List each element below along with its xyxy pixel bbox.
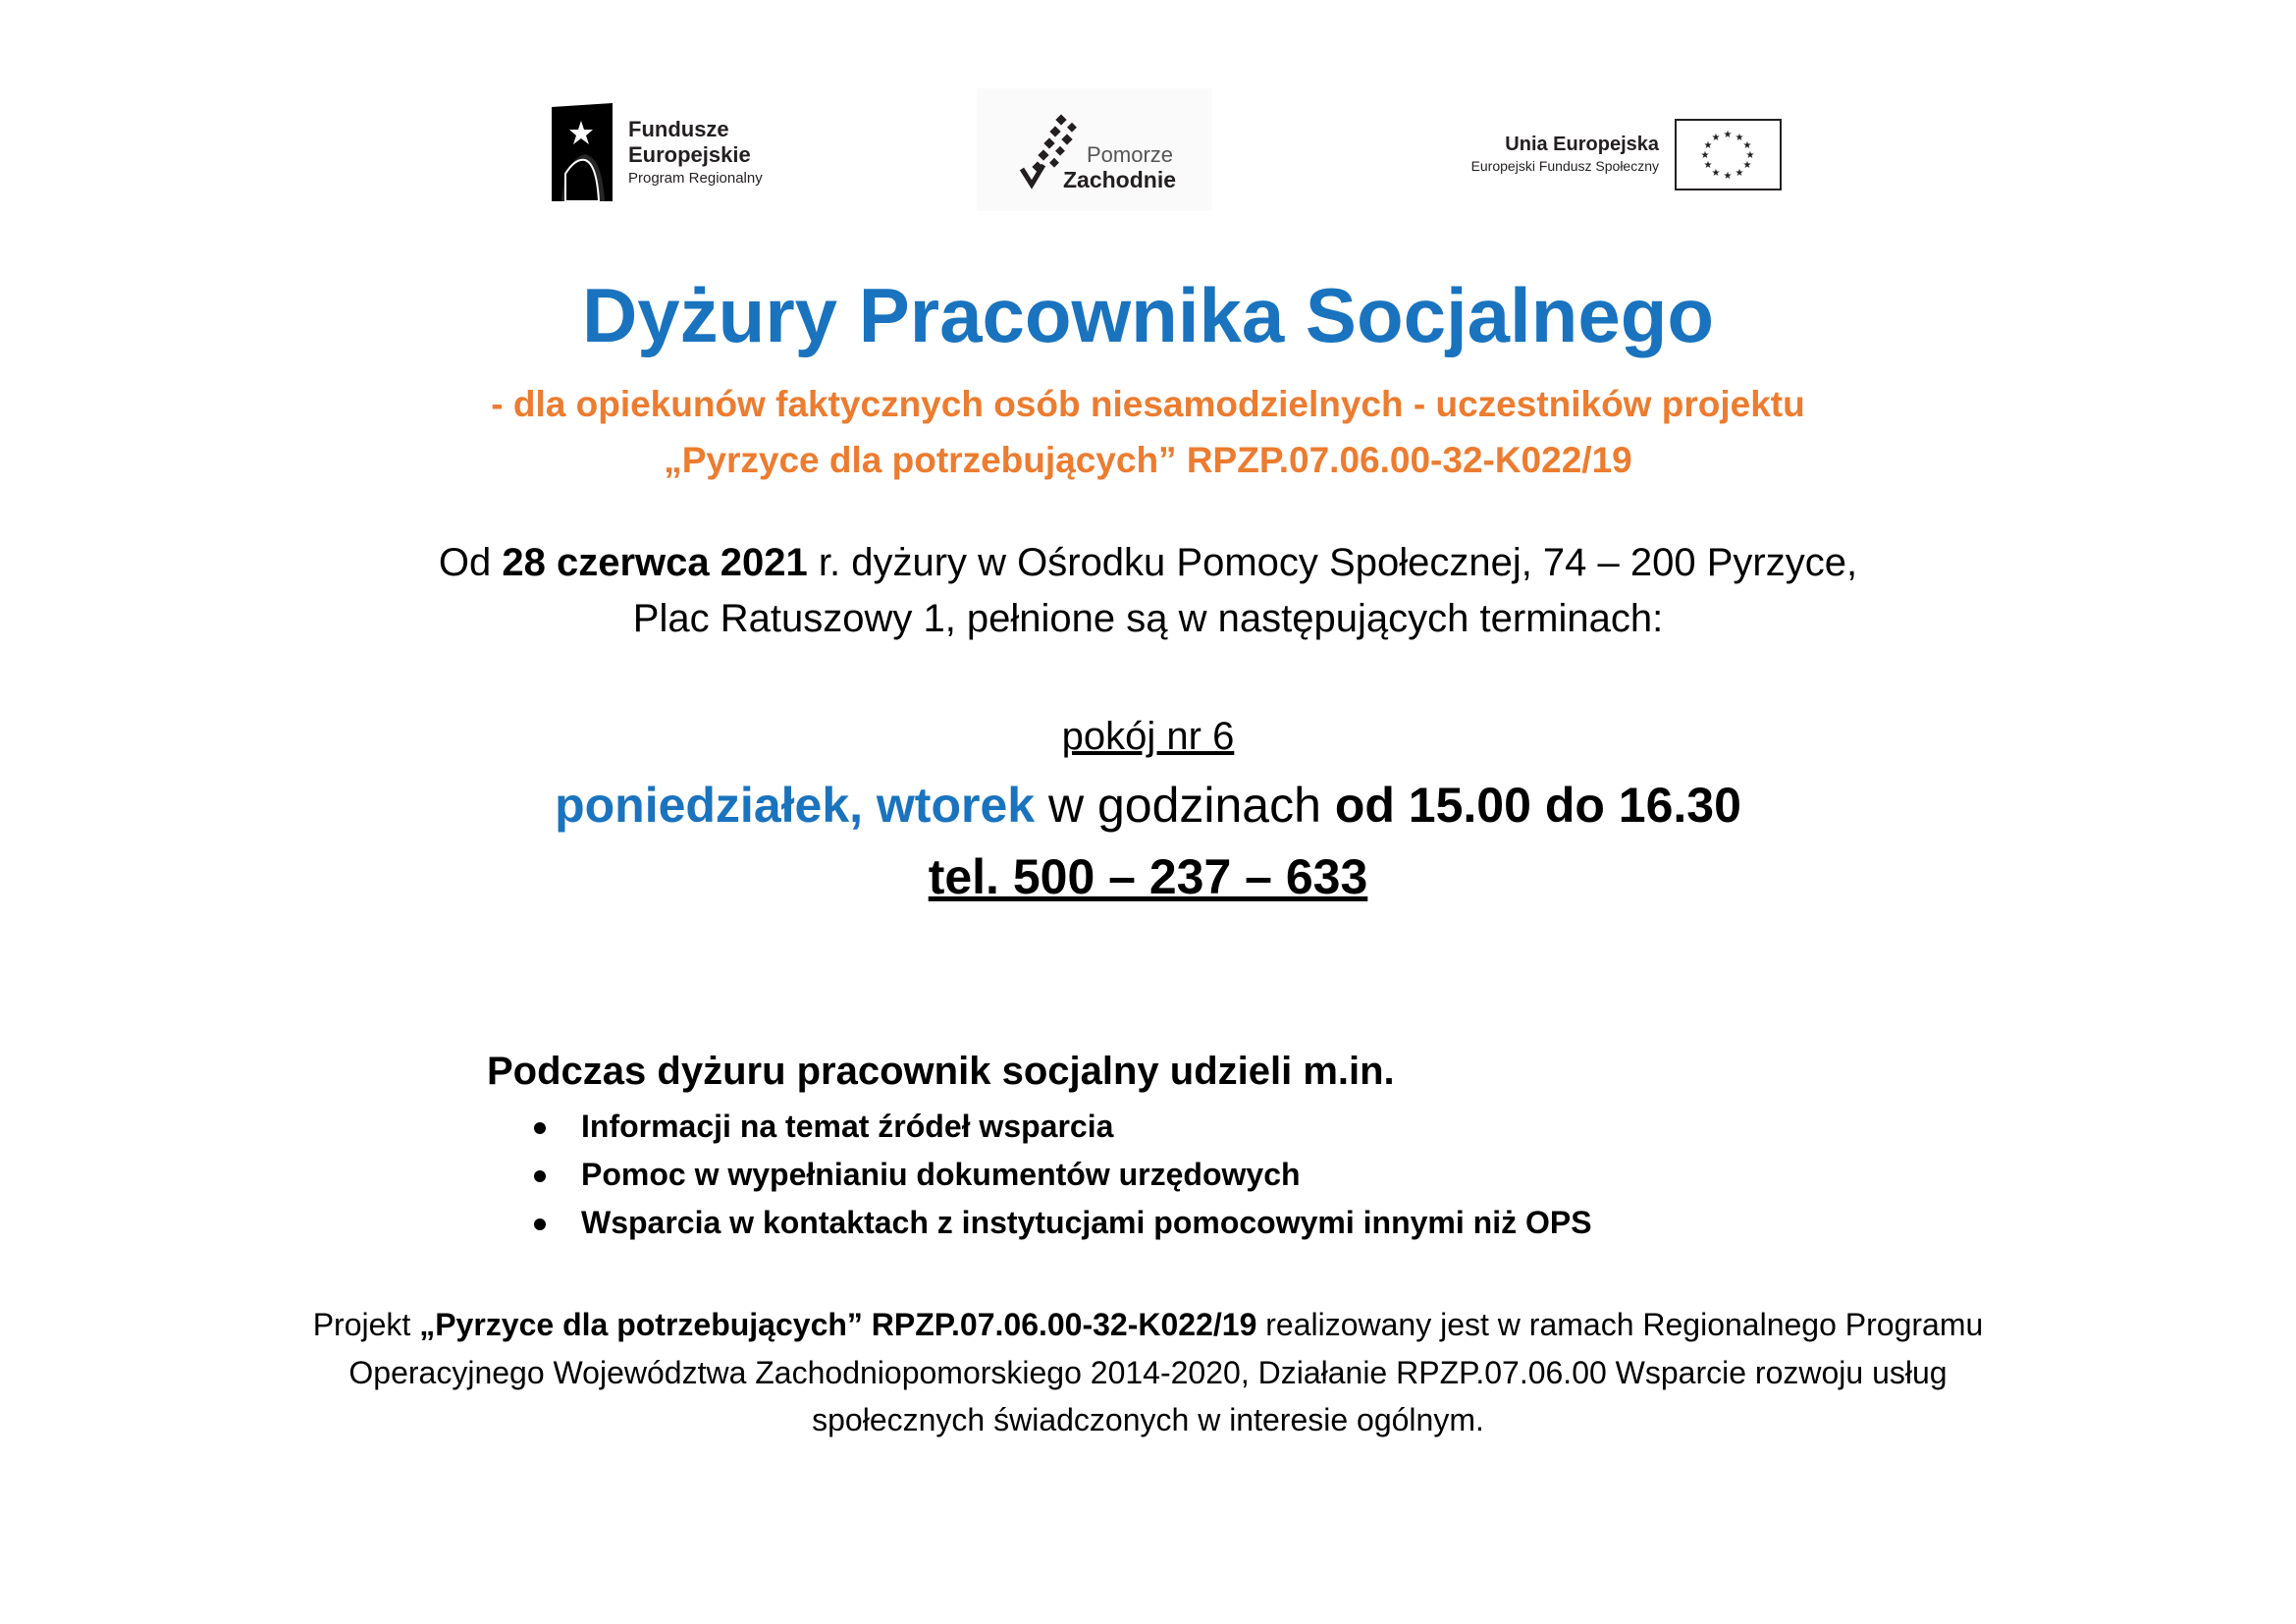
schedule-hours-prefix: w godzinach xyxy=(1035,778,1335,833)
svg-text:★: ★ xyxy=(1735,133,1744,143)
schedule-hours: od 15.00 do 16.30 xyxy=(1334,778,1741,833)
unia-line1: Unia Europejska xyxy=(1505,134,1659,155)
fundusze-europejskie-text xyxy=(628,117,763,188)
services-section xyxy=(487,1048,1592,1247)
pomorze-zachodnie-text xyxy=(1063,143,1176,192)
service-item-label: Pomoc w wypełnianiu dokumentów urzędowych xyxy=(581,1157,1301,1192)
svg-text:★: ★ xyxy=(1745,150,1755,161)
intro-prefix: Od xyxy=(438,541,503,584)
bullet-icon xyxy=(534,1122,546,1134)
unia-europejska-logo xyxy=(1404,116,1782,196)
svg-text:★: ★ xyxy=(1703,160,1713,171)
phone-number: tel. 500 – 237 – 633 xyxy=(928,849,1368,904)
intro-paragraph xyxy=(0,535,2296,647)
schedule-line xyxy=(0,776,2296,835)
intro-middle: r. dyżury w Ośrodku Pomocy Społecznej, 74 – 200 Pyrzyce, xyxy=(807,541,1858,584)
list-item xyxy=(483,1103,1592,1151)
service-item-label: Wsparcia w kontaktach z instytucjami pomocowymi innymi niż OPS xyxy=(581,1205,1592,1240)
svg-text:★: ★ xyxy=(1723,130,1733,140)
page-title: Dyżury Pracownika Socjalnego xyxy=(581,272,1715,358)
logo-bar xyxy=(0,0,2296,226)
schedule-days: poniedziałek, wtorek xyxy=(555,778,1036,833)
list-item xyxy=(483,1199,1592,1247)
fundusze-europejskie-logo xyxy=(552,103,807,206)
footer-text1: realizowany jest w ramach Regionalnego Programu xyxy=(1256,1307,1984,1342)
svg-text:★: ★ xyxy=(1742,140,1752,151)
footer-line2: Operacyjnego Województwa Zachodniopomorskiego 2014-2020, Działanie RPZP.07.06.00 Wsparcie rozwoju usług xyxy=(348,1354,1948,1390)
svg-text:★: ★ xyxy=(1703,140,1713,151)
eu-flag-icon xyxy=(1675,119,1782,190)
services-list xyxy=(487,1103,1592,1247)
service-item-label: Informacji na temat źródeł wsparcia xyxy=(581,1109,1114,1144)
intro-date: 28 czerwca 2021 xyxy=(502,541,808,584)
intro-line2: Plac Ratuszowy 1, pełnione są w następujących terminach: xyxy=(632,597,1664,641)
pomorze-line2: Zachodnie xyxy=(1063,166,1177,192)
subtitle-line2: „Pyrzyce dla potrzebujących” RPZP.07.06.00-32-K022/19 xyxy=(664,440,1632,480)
list-item xyxy=(483,1151,1592,1199)
pomorze-line1: Pomorze xyxy=(1087,142,1174,167)
unia-europejska-text xyxy=(1471,132,1659,175)
project-footer xyxy=(0,1301,2296,1444)
unia-line2: Europejski Fundusz Społeczny xyxy=(1470,158,1659,174)
footer-line3: społecznych świadczonych w interesie ogólnym. xyxy=(812,1402,1484,1438)
room-number: pokój nr 6 xyxy=(1061,715,1235,758)
pomorze-zachodnie-logo xyxy=(977,88,1212,211)
fundusze-europejskie-logo-icon xyxy=(552,103,613,201)
svg-text:★: ★ xyxy=(1742,160,1752,171)
svg-text:★: ★ xyxy=(1700,150,1710,161)
svg-text:★: ★ xyxy=(1723,171,1733,182)
services-heading: Podczas dyżuru pracownik socjalny udzieli m.in. xyxy=(487,1050,1395,1093)
footer-prefix: Projekt xyxy=(312,1307,420,1342)
fundusze-line2: Europejskie xyxy=(628,141,751,167)
svg-text:★: ★ xyxy=(1735,168,1744,179)
svg-text:★: ★ xyxy=(1711,168,1721,179)
subtitle-line1: - dla opiekunów faktycznych osób niesamodzielnych - uczestników projektu xyxy=(491,384,1805,424)
bullet-icon xyxy=(534,1218,546,1230)
svg-text:★: ★ xyxy=(1711,133,1721,143)
fundusze-line3: Program Regionalny xyxy=(628,169,763,187)
footer-project: „Pyrzyce dla potrzebujących” RPZP.07.06.00-32-K022/19 xyxy=(419,1307,1257,1342)
bullet-icon xyxy=(534,1170,546,1182)
fundusze-line1: Fundusze xyxy=(628,117,729,141)
